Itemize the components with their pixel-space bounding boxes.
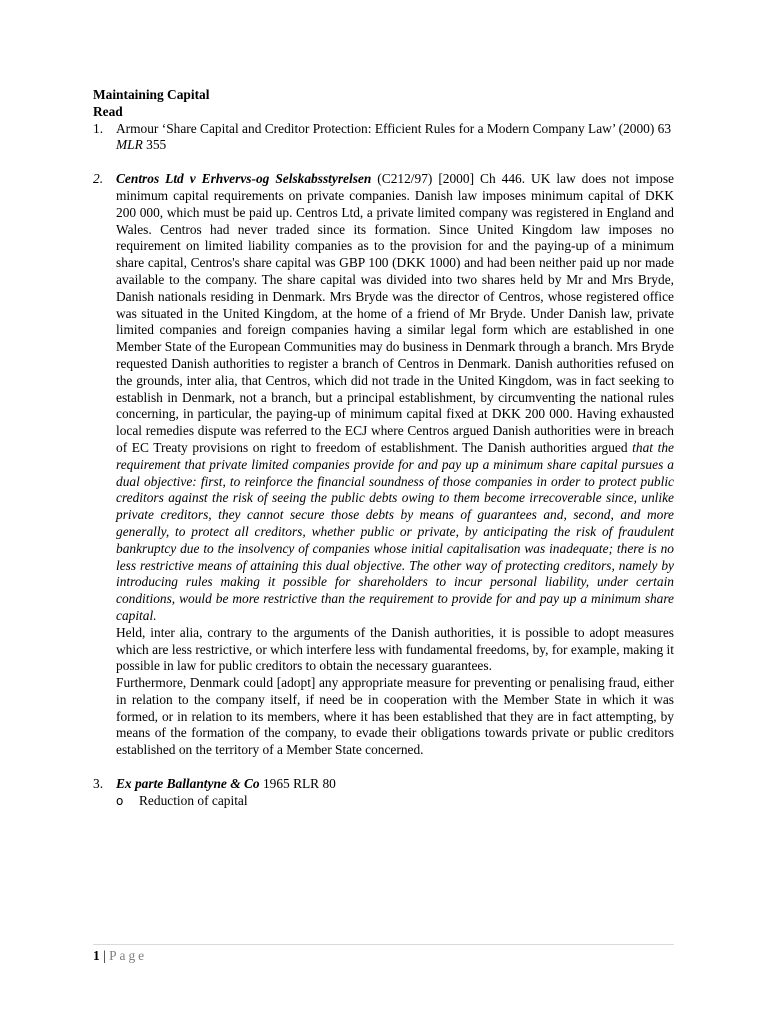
list-item (93, 776, 674, 810)
case-name: Centros Ltd v Erhvervs-og Selskabsstyrelsen (116, 171, 372, 187)
sub-list-item (116, 793, 674, 810)
case-furthermore: Furthermore, Denmark could [adopt] any appropriate measure for preventing or penalising fraud, either in relation to the company itself, if need be in cooperation with the Member State in which it was formed, or in relation to its members, where it has been established that they are in fact attempting, by means of the formation of the company, to evade their obligations towards private or public creditors established on the territory of a Member State concerned. (116, 675, 674, 758)
page-number: 1 (93, 948, 100, 963)
case-facts: (C212/97) [2000] Ch 446. UK law does not impose minimum capital requirements on private companies. Danish law imposes minimum capital of DKK 200 000, which must be paid up. Centros Ltd, a private limited company was registered in England and Wales. Centros had never traded since its formation. Since United Kingdom law imposes no requirement on limited liability companies as to the provision for and the paying-up of a minimum share capital, Centros's share capital was GBP 100 (DKK 1000) and had been neither paid up nor made available to the company. The share capital was divided into two shares held by Mr and Mrs Bryde, Danish nationals residing in Denmark. Mrs Bryde was the director of Centros, whose registered office was situated in the United Kingdom, at the home of a friend of Mr Bryde. Under Danish law, private limited companies and foreign companies having a similar legal form which are established in one Member State of the European Communities may do business in Denmark through a branch. Mrs Bryde requested Danish authorities to register a branch of Centros in Denmark. Danish authorities refused on the grounds, inter alia, that Centros, which did not trade in the United Kingdom, was in fact seeking to establish in Denmark, not a branch, but a principal establishment, by circumventing the national rules concerning, in particular, the paying-up of minimum capital fixed at DKK 200 000. Having exhausted local remedies dispute was referred to the ECJ where Centros argued Danish authorities were in breach of EC Treaty provisions on right to freedom of establishment. The Danish authorities argued (116, 171, 674, 455)
document-page (93, 87, 674, 810)
journal-name: MLR (116, 137, 143, 153)
reference-text: Armour ‘Share Capital and Creditor Protection: Efficient Rules for a Modern Company Law’ (2000) 63 (116, 120, 672, 136)
sub-list (116, 793, 674, 810)
case-name: Ex parte Ballantyne & Co (116, 776, 260, 792)
case-summary (116, 171, 674, 625)
footer-separator: | (99, 948, 110, 963)
list-item (93, 121, 674, 155)
reading-list-heading: Read (93, 103, 123, 119)
document-title: Maintaining Capital (93, 87, 210, 102)
list-item-number: 3. (93, 776, 104, 792)
case-citation: 1965 RLR 80 (259, 776, 336, 792)
list-item-number: 1. (93, 120, 104, 136)
page-footer (93, 947, 147, 964)
reference-page: 355 (142, 137, 167, 153)
spacer (93, 154, 674, 171)
sub-list-text: Reduction of capital (139, 792, 248, 808)
spacer (93, 759, 674, 776)
list-item-number: 2. (93, 171, 104, 187)
hollow-bullet-icon: o (116, 793, 124, 808)
case-held: Held, inter alia, contrary to the arguments of the Danish authorities, it is possible to adopt measures which are less restrictive, or which interfere less with fundamental freedoms, by, for example, making it possible in law for public creditors to obtain the necessary guarantees. (116, 624, 674, 674)
reading-list (93, 121, 674, 810)
page-label: Page (109, 948, 148, 963)
footer-divider (93, 944, 674, 945)
list-item (93, 171, 674, 759)
danish-argument: that the requirement that private limited companies provide for and pay up a minimum share capital pursues a dual objective: first, to reinforce the financial soundness of those companies in order to protect public creditors against the risk of seeing the public debts owing to them become irrecoverable since, unlike private creditors, they cannot secure those debts by means of guarantees and, second, and more generally, to protect all creditors, whether public or private, by anticipating the risk of fraudulent bankruptcy due to the insolvency of companies whose initial capitalisation was inadequate; there is no less restrictive means of attaining this dual objective. The other way of protecting creditors, namely by introducing rules making it possible for shareholders to incur personal liability, under certain conditions, would be more restrictive than the requirement to provide for and pay up a minimum share capital. (116, 439, 674, 623)
